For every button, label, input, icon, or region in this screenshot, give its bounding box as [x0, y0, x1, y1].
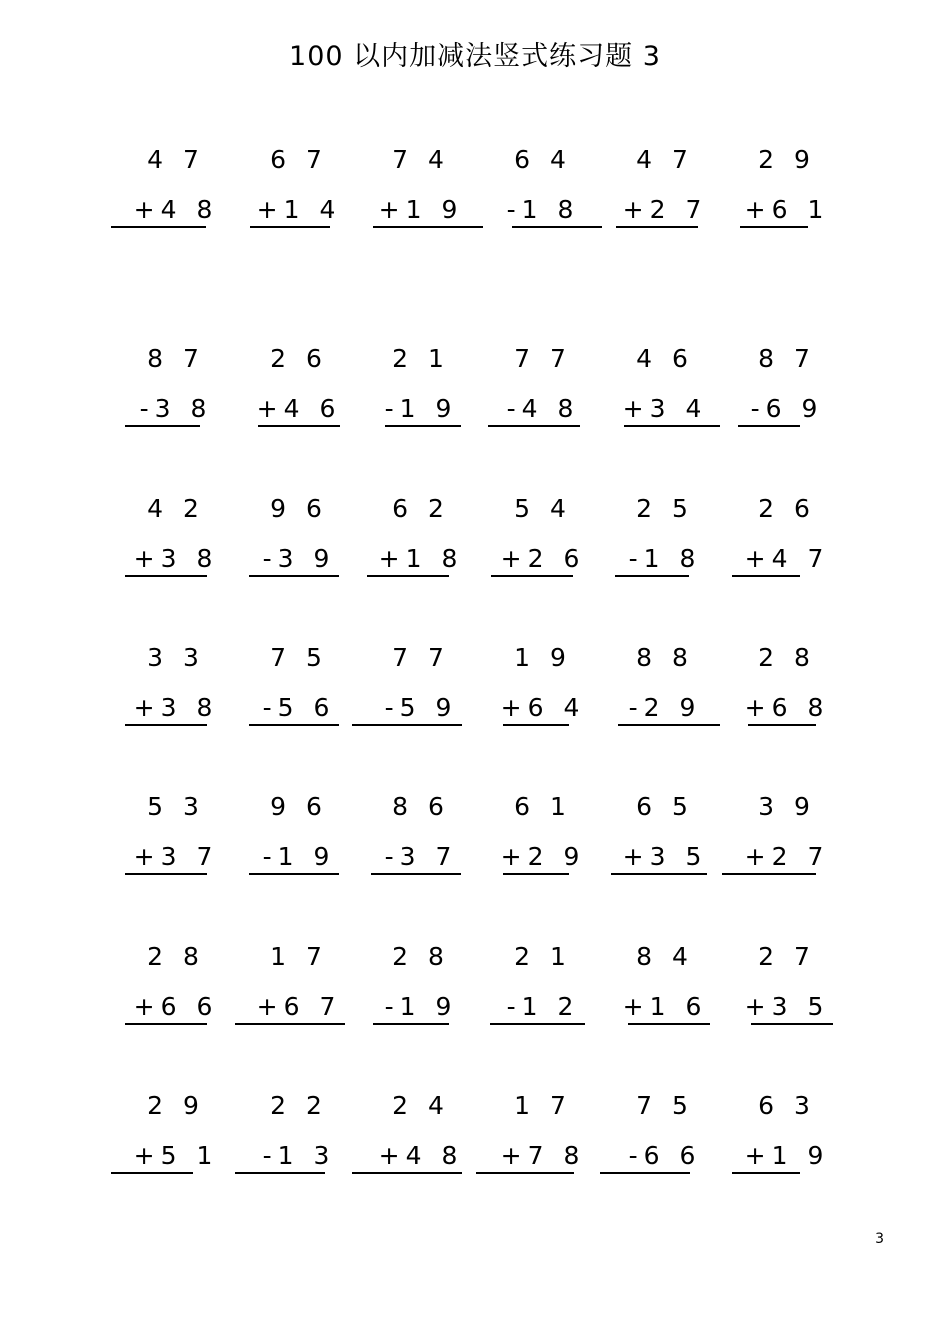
answer-underline — [611, 873, 707, 875]
problem-top-number: 6 7 — [270, 145, 328, 174]
problem-r2-c2 — [238, 344, 360, 444]
problem-bottom-operand: +1 4 — [256, 195, 342, 224]
problem-r2-c1 — [115, 344, 237, 444]
problem-top-number: 6 3 — [758, 1091, 816, 1120]
problem-r3-c5 — [604, 494, 726, 594]
problem-r2-c6 — [726, 344, 848, 444]
problem-bottom-operand: +2 6 — [500, 544, 586, 573]
problem-r3-c6 — [726, 494, 848, 594]
answer-underline — [628, 1023, 710, 1025]
problem-r1-c3 — [360, 145, 482, 245]
page-number: 3 — [875, 1231, 884, 1247]
problem-top-number: 4 2 — [147, 494, 205, 523]
answer-underline — [235, 1172, 325, 1174]
problem-r7-c2 — [238, 1091, 360, 1191]
answer-underline — [751, 1023, 833, 1025]
problem-r6-c1 — [115, 942, 237, 1042]
problem-bottom-operand: +1 9 — [378, 195, 464, 224]
problem-r2-c5 — [604, 344, 726, 444]
problem-r3-c2 — [238, 494, 360, 594]
problem-bottom-operand: +1 8 — [378, 544, 464, 573]
answer-underline — [503, 724, 569, 726]
page-title: 100 以内加减法竖式练习题 3 — [289, 41, 661, 72]
problem-top-number: 2 7 — [758, 942, 816, 971]
problem-bottom-operand: -5 6 — [262, 693, 336, 722]
problem-bottom-operand: +3 4 — [622, 394, 708, 423]
problem-r1-c6 — [726, 145, 848, 245]
problem-r7-c1 — [115, 1091, 237, 1191]
problem-top-number: 1 9 — [514, 643, 572, 672]
answer-underline — [235, 1023, 345, 1025]
problem-bottom-operand: +4 8 — [378, 1141, 464, 1170]
problem-r4-c6 — [726, 643, 848, 743]
problem-top-number: 4 6 — [636, 344, 694, 373]
answer-underline — [249, 873, 339, 875]
problem-r6-c5 — [604, 942, 726, 1042]
problem-bottom-operand: +5 1 — [133, 1141, 219, 1170]
problem-top-number: 6 1 — [514, 792, 572, 821]
answer-underline — [748, 724, 816, 726]
problem-bottom-operand: +1 6 — [622, 992, 708, 1021]
problem-r7-c5 — [604, 1091, 726, 1191]
problem-bottom-operand: -6 9 — [750, 394, 824, 423]
problem-bottom-operand: +7 8 — [500, 1141, 586, 1170]
answer-underline — [385, 425, 461, 427]
problem-r5-c3 — [360, 792, 482, 892]
problem-top-number: 2 8 — [392, 942, 450, 971]
answer-underline — [600, 1172, 690, 1174]
answer-underline — [624, 425, 720, 427]
problem-r2-c4 — [482, 344, 604, 444]
problem-bottom-operand: +2 7 — [744, 842, 830, 871]
problem-bottom-operand: +3 5 — [744, 992, 830, 1021]
answer-underline — [615, 575, 689, 577]
answer-underline — [732, 575, 800, 577]
problem-bottom-operand: -1 8 — [506, 195, 580, 224]
problem-top-number: 8 8 — [636, 643, 694, 672]
problem-r5-c2 — [238, 792, 360, 892]
answer-underline — [249, 575, 339, 577]
problem-r7-c6 — [726, 1091, 848, 1191]
problem-bottom-operand: -3 8 — [139, 394, 213, 423]
problem-top-number: 6 4 — [514, 145, 572, 174]
problem-top-number: 9 6 — [270, 792, 328, 821]
problem-top-number: 2 9 — [758, 145, 816, 174]
problem-top-number: 9 6 — [270, 494, 328, 523]
problem-r7-c3 — [360, 1091, 482, 1191]
problem-bottom-operand: +3 7 — [133, 842, 219, 871]
answer-underline — [490, 1023, 585, 1025]
answer-underline — [618, 724, 720, 726]
problem-r3-c4 — [482, 494, 604, 594]
problem-bottom-operand: +4 8 — [133, 195, 219, 224]
answer-underline — [125, 575, 207, 577]
problem-top-number: 8 7 — [758, 344, 816, 373]
problem-r1-c1 — [115, 145, 237, 245]
problem-bottom-operand: -1 3 — [262, 1141, 336, 1170]
problem-bottom-operand: +3 8 — [133, 544, 219, 573]
problem-r6-c2 — [238, 942, 360, 1042]
problem-bottom-operand: +6 1 — [744, 195, 830, 224]
answer-underline — [732, 1172, 800, 1174]
answer-underline — [740, 226, 808, 228]
problem-r4-c5 — [604, 643, 726, 743]
problem-top-number: 7 5 — [636, 1091, 694, 1120]
problem-r4-c4 — [482, 643, 604, 743]
problem-top-number: 7 5 — [270, 643, 328, 672]
problem-bottom-operand: -6 6 — [628, 1141, 702, 1170]
problem-bottom-operand: +6 4 — [500, 693, 586, 722]
problem-top-number: 4 7 — [636, 145, 694, 174]
answer-underline — [352, 724, 462, 726]
problem-top-number: 8 4 — [636, 942, 694, 971]
answer-underline — [476, 1172, 574, 1174]
problem-r5-c4 — [482, 792, 604, 892]
problem-r7-c4 — [482, 1091, 604, 1191]
answer-underline — [373, 226, 483, 228]
problem-top-number: 7 7 — [392, 643, 450, 672]
problem-top-number: 2 5 — [636, 494, 694, 523]
answer-underline — [249, 724, 339, 726]
problem-top-number: 2 8 — [147, 942, 205, 971]
problem-r3-c3 — [360, 494, 482, 594]
problem-r6-c6 — [726, 942, 848, 1042]
problem-bottom-operand: +2 7 — [622, 195, 708, 224]
problem-bottom-operand: -1 9 — [384, 394, 458, 423]
answer-underline — [503, 873, 569, 875]
problem-top-number: 2 6 — [270, 344, 328, 373]
problem-bottom-operand: +2 9 — [500, 842, 586, 871]
problem-bottom-operand: +6 7 — [256, 992, 342, 1021]
problem-r5-c1 — [115, 792, 237, 892]
problem-r5-c6 — [726, 792, 848, 892]
problem-bottom-operand: +6 8 — [744, 693, 830, 722]
answer-underline — [125, 873, 207, 875]
problem-bottom-operand: -3 7 — [384, 842, 458, 871]
answer-underline — [111, 226, 206, 228]
problem-bottom-operand: -1 8 — [628, 544, 702, 573]
problem-bottom-operand: -1 2 — [506, 992, 580, 1021]
problem-bottom-operand: -2 9 — [628, 693, 702, 722]
problem-bottom-operand: +4 6 — [256, 394, 342, 423]
answer-underline — [373, 1023, 449, 1025]
answer-underline — [371, 873, 461, 875]
problem-r5-c5 — [604, 792, 726, 892]
problem-bottom-operand: +3 8 — [133, 693, 219, 722]
problem-r1-c2 — [238, 145, 360, 245]
problem-bottom-operand: -4 8 — [506, 394, 580, 423]
answer-underline — [125, 425, 200, 427]
answer-underline — [512, 226, 602, 228]
problem-top-number: 7 4 — [392, 145, 450, 174]
problem-r1-c4 — [482, 145, 604, 245]
answer-underline — [250, 226, 330, 228]
problem-top-number: 2 8 — [758, 643, 816, 672]
problem-top-number: 3 9 — [758, 792, 816, 821]
problem-r4-c2 — [238, 643, 360, 743]
problem-bottom-operand: -5 9 — [384, 693, 458, 722]
answer-underline — [125, 1023, 207, 1025]
answer-underline — [491, 575, 573, 577]
problem-r3-c1 — [115, 494, 237, 594]
answer-underline — [352, 1172, 462, 1174]
problem-top-number: 5 3 — [147, 792, 205, 821]
problem-top-number: 2 2 — [270, 1091, 328, 1120]
problem-bottom-operand: +4 7 — [744, 544, 830, 573]
problem-top-number: 5 4 — [514, 494, 572, 523]
answer-underline — [738, 425, 800, 427]
problem-top-number: 7 7 — [514, 344, 572, 373]
problem-bottom-operand: -1 9 — [262, 842, 336, 871]
problem-top-number: 1 7 — [514, 1091, 572, 1120]
problem-r6-c4 — [482, 942, 604, 1042]
answer-underline — [367, 575, 449, 577]
problem-top-number: 2 1 — [514, 942, 572, 971]
problem-bottom-operand: +3 5 — [622, 842, 708, 871]
problem-top-number: 2 9 — [147, 1091, 205, 1120]
problem-bottom-operand: +6 6 — [133, 992, 219, 1021]
problem-r4-c1 — [115, 643, 237, 743]
problem-top-number: 4 7 — [147, 145, 205, 174]
problem-top-number: 3 3 — [147, 643, 205, 672]
answer-underline — [488, 425, 580, 427]
answer-underline — [258, 425, 340, 427]
problem-bottom-operand: +1 9 — [744, 1141, 830, 1170]
problem-top-number: 6 5 — [636, 792, 694, 821]
problem-bottom-operand: -1 9 — [384, 992, 458, 1021]
problem-top-number: 2 1 — [392, 344, 450, 373]
problem-top-number: 2 4 — [392, 1091, 450, 1120]
answer-underline — [616, 226, 698, 228]
problem-r6-c3 — [360, 942, 482, 1042]
problem-r1-c5 — [604, 145, 726, 245]
answer-underline — [111, 1172, 193, 1174]
problem-top-number: 1 7 — [270, 942, 328, 971]
problem-r4-c3 — [360, 643, 482, 743]
problem-top-number: 2 6 — [758, 494, 816, 523]
problem-bottom-operand: -3 9 — [262, 544, 336, 573]
problem-top-number: 8 6 — [392, 792, 450, 821]
problem-r2-c3 — [360, 344, 482, 444]
problem-top-number: 8 7 — [147, 344, 205, 373]
problem-top-number: 6 2 — [392, 494, 450, 523]
answer-underline — [125, 724, 207, 726]
answer-underline — [722, 873, 816, 875]
